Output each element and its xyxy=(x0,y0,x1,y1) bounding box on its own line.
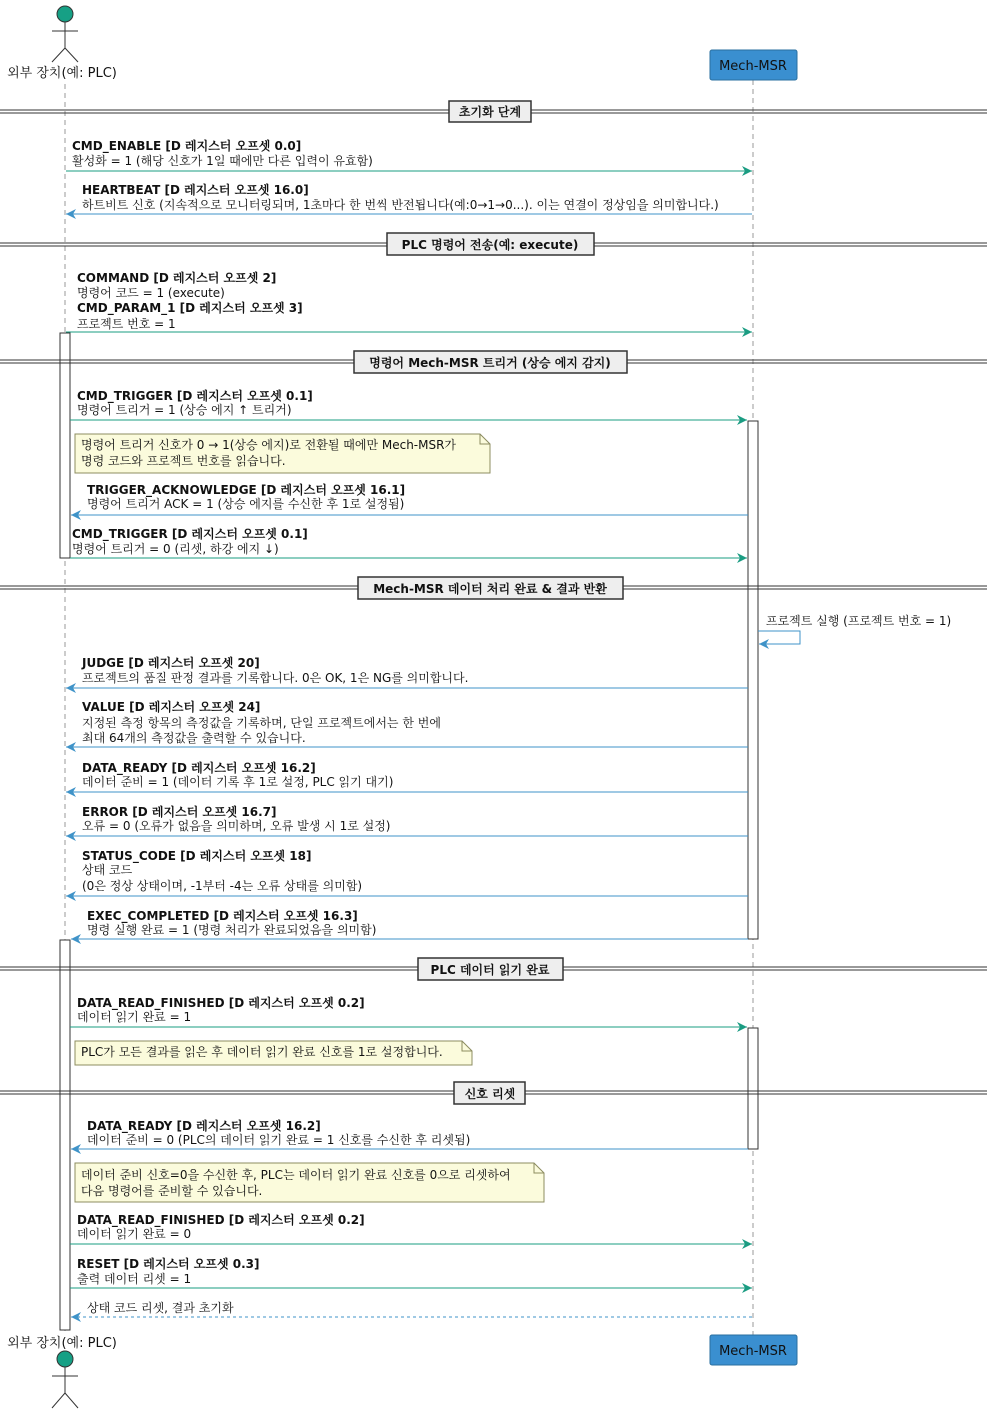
message-label: DATA_READY [D 레지스터 오프셋 16.2] xyxy=(87,1119,321,1133)
message-label: 상태 코드 xyxy=(82,863,133,877)
message-to-plc xyxy=(66,699,748,747)
participant-name-top: Mech-MSR xyxy=(719,59,787,74)
actor-name-top: 외부 장치(예: PLC) xyxy=(7,66,117,81)
message-to-msr xyxy=(70,1212,752,1244)
message-label: 활성화 = 1 (해당 신호가 1일 때에만 다른 입력이 유효함) xyxy=(72,154,373,168)
message-to-msr xyxy=(70,995,747,1027)
message-label: 명령 실행 완료 = 1 (명령 처리가 완료되었음을 의미함) xyxy=(87,923,377,937)
message-to-msr xyxy=(70,526,747,558)
message-to-plc xyxy=(71,1118,748,1149)
note-text: 다음 명령어를 준비할 수 있습니다. xyxy=(81,1184,263,1198)
divider-label: 초기화 단계 xyxy=(458,105,522,119)
message-to-plc xyxy=(66,848,748,896)
message-label: (0은 정상 상태이며, -1부터 -4는 오류 상태를 의미함) xyxy=(82,879,363,893)
note-text: 명령어 트리거 신호가 0 → 1(상승 에지)로 전환될 때에만 Mech-MSR가 xyxy=(81,438,457,452)
divider xyxy=(0,958,987,980)
divider xyxy=(0,577,987,599)
message-to-msr xyxy=(66,138,752,171)
message-label: 명령어 트리거 ACK = 1 (상승 에지를 수신한 후 1로 설정됨) xyxy=(87,497,405,511)
message-to-plc xyxy=(66,804,748,836)
message-label: CMD_TRIGGER [D 레지스터 오프셋 0.1] xyxy=(72,527,308,541)
message-self xyxy=(758,613,951,644)
message-label: DATA_READ_FINISHED [D 레지스터 오프셋 0.2] xyxy=(77,1213,365,1227)
message-label: RESET [D 레지스터 오프셋 0.3] xyxy=(77,1257,260,1271)
message-label: 프로젝트의 품질 판정 결과를 기록합니다. 0은 OK, 1은 NG를 의미합니다. xyxy=(82,671,469,685)
actor-name-bottom: 외부 장치(예: PLC) xyxy=(7,1336,117,1351)
message-label: COMMAND [D 레지스터 오프셋 2] xyxy=(77,271,277,285)
divider xyxy=(0,1082,987,1104)
message-label: CMD_TRIGGER [D 레지스터 오프셋 0.1] xyxy=(77,389,313,403)
message-label: 데이터 읽기 완료 = 0 xyxy=(77,1227,192,1241)
plc-activation-bar xyxy=(60,940,70,1330)
divider-label: PLC 명령어 전송(예: execute) xyxy=(401,238,579,252)
message-label: EXEC_COMPLETED [D 레지스터 오프셋 16.3] xyxy=(87,909,358,923)
msr-activation-bar xyxy=(748,421,758,939)
message-label: 하트비트 신호 (지속적으로 모니터링되며, 1초마다 한 번씩 반전됩니다(예:0→1→0...). 이는 연결이 정상임을 의미합니다.) xyxy=(82,198,719,212)
participant-top xyxy=(710,50,797,80)
message-label: 상태 코드 리셋, 결과 초기화 xyxy=(87,1301,234,1315)
message-label: 출력 데이터 리셋 = 1 xyxy=(77,1272,192,1286)
message-to-msr xyxy=(70,388,747,420)
message-label: 데이터 준비 = 1 (데이터 기록 후 1로 설정, PLC 읽기 대기) xyxy=(82,775,394,789)
message-label: CMD_ENABLE [D 레지스터 오프셋 0.0] xyxy=(72,139,302,153)
message-label: ERROR [D 레지스터 오프셋 16.7] xyxy=(82,805,277,819)
message-label: 명령어 트리거 = 0 (리셋, 하강 에지 ↓) xyxy=(72,542,279,556)
actor-top xyxy=(7,6,117,81)
message-label: 데이터 읽기 완료 = 1 xyxy=(77,1010,192,1024)
divider xyxy=(0,351,987,373)
divider xyxy=(0,101,987,122)
message-arrow xyxy=(758,631,800,644)
msr-activation-bar xyxy=(748,1028,758,1149)
message-to-plc xyxy=(71,482,748,515)
divider-label: 신호 리셋 xyxy=(464,1087,516,1101)
message-label: 최대 64개의 측정값을 출력할 수 있습니다. xyxy=(82,731,306,745)
note xyxy=(75,1163,544,1202)
message-label: VALUE [D 레지스터 오프셋 24] xyxy=(82,700,261,714)
message-label: 오류 = 0 (오류가 없음을 의미하며, 오류 발생 시 1로 설정) xyxy=(82,819,391,833)
plc-activation-bar xyxy=(60,333,70,558)
message-label: JUDGE [D 레지스터 오프셋 20] xyxy=(82,656,260,670)
note-text: 명령 코드와 프로젝트 번호를 읽습니다. xyxy=(81,454,286,468)
participant-bottom xyxy=(710,1335,797,1365)
message-label: TRIGGER_ACKNOWLEDGE [D 레지스터 오프셋 16.1] xyxy=(87,483,406,497)
message-label: DATA_READ_FINISHED [D 레지스터 오프셋 0.2] xyxy=(77,996,365,1010)
stick-figure-actor-icon xyxy=(52,1351,78,1408)
participant-name-bottom: Mech-MSR xyxy=(719,1344,787,1359)
message-to-plc xyxy=(66,655,748,688)
stick-figure-actor-icon xyxy=(52,6,78,62)
divider-label: PLC 데이터 읽기 완료 xyxy=(430,963,550,977)
actor-bottom xyxy=(7,1335,117,1408)
divider xyxy=(0,233,987,255)
message-label: 명령어 트리거 = 1 (상승 에지 ↑ 트리거) xyxy=(77,403,292,417)
message-to-msr xyxy=(70,1256,752,1288)
message-to-plc xyxy=(66,760,748,792)
message-label: HEARTBEAT [D 레지스터 오프셋 16.0] xyxy=(82,183,309,197)
note xyxy=(75,1041,472,1065)
divider-label: Mech-MSR 데이터 처리 완료 & 결과 반환 xyxy=(373,582,607,596)
message-label: STATUS_CODE [D 레지스터 오프셋 18] xyxy=(82,849,312,863)
message-to-plc xyxy=(66,182,752,214)
divider-label: 명령어 Mech-MSR 트리거 (상승 에지 감지) xyxy=(369,356,611,370)
message-to-plc-dashed xyxy=(71,1300,752,1317)
message-label: DATA_READY [D 레지스터 오프셋 16.2] xyxy=(82,761,316,775)
message-label: 데이터 준비 = 0 (PLC의 데이터 읽기 완료 = 1 신호를 수신한 후 리셋됨) xyxy=(87,1133,471,1147)
note-text: PLC가 모든 결과를 읽은 후 데이터 읽기 완료 신호를 1로 설정합니다. xyxy=(81,1045,443,1059)
note-text: 데이터 준비 신호=0을 수신한 후, PLC는 데이터 읽기 완료 신호를 0으로 리셋하여 xyxy=(81,1168,511,1182)
message-label: 지정된 측정 항목의 측정값을 기록하며, 단일 프로젝트에서는 한 번에 xyxy=(82,716,441,730)
message-label: CMD_PARAM_1 [D 레지스터 오프셋 3] xyxy=(77,301,303,315)
message-to-plc xyxy=(71,908,748,939)
message-label: 명령어 코드 = 1 (execute) xyxy=(77,286,225,300)
note xyxy=(75,434,490,473)
message-label: 프로젝트 번호 = 1 xyxy=(77,317,176,331)
message-label: 프로젝트 실행 (프로젝트 번호 = 1) xyxy=(766,614,952,628)
message-to-msr xyxy=(66,270,752,332)
